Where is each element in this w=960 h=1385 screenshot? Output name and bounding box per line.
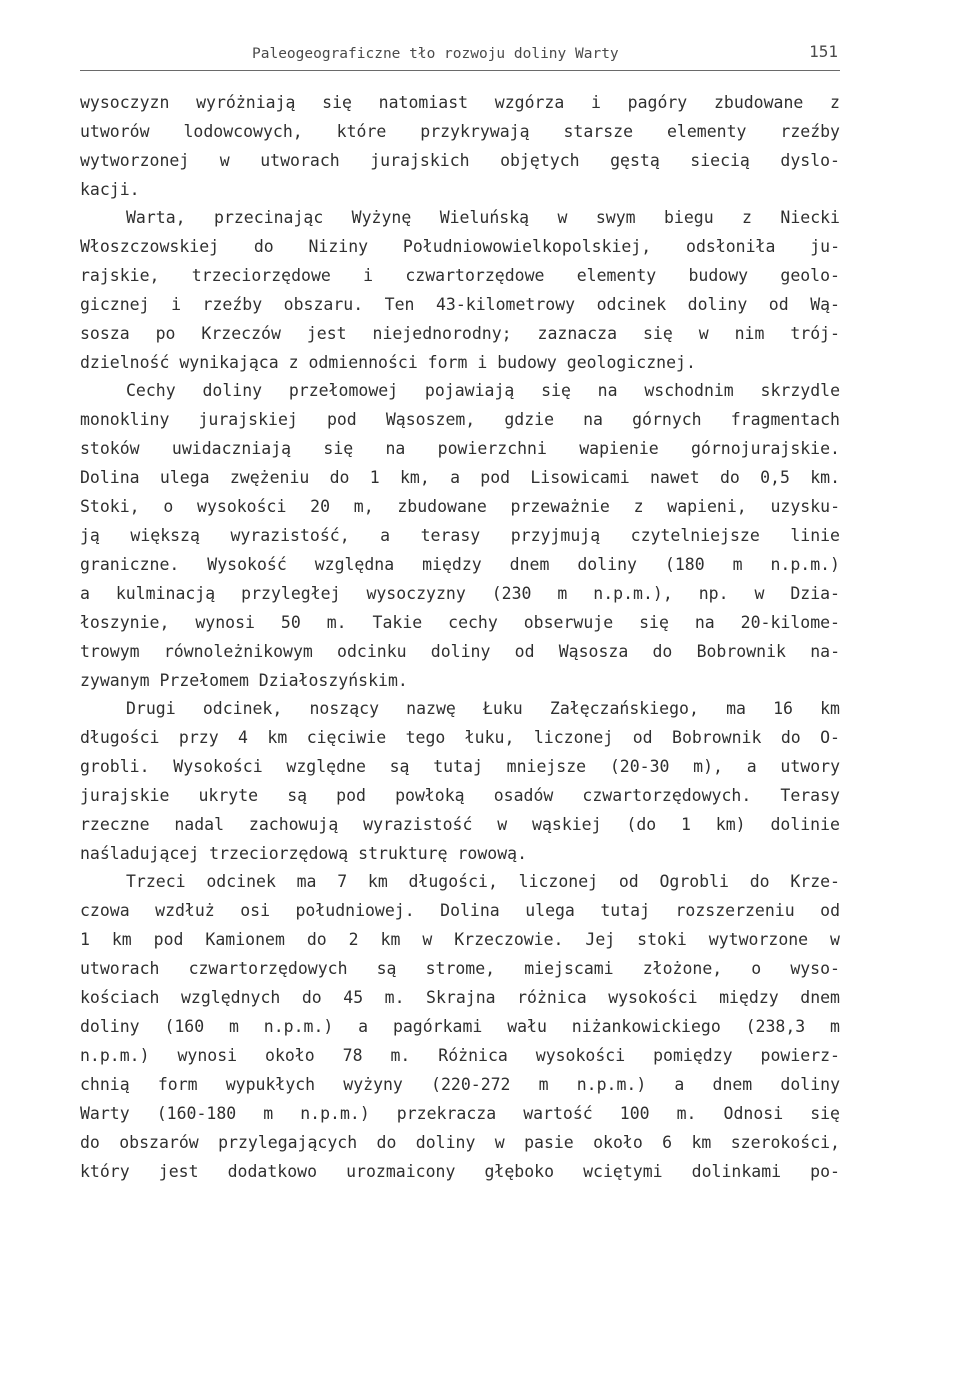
- text-line: utworach czwartorzędowych są strome, miejscami złożone, o wyso-: [80, 959, 840, 978]
- text-line: Włoszczowskiej do Niziny Południowowielkopolskiej, odsłoniła ju-: [80, 237, 840, 256]
- text-line: graniczne. Wysokość względna między dnem doliny (180 m n.p.m.): [80, 555, 840, 574]
- page-number: 151: [809, 42, 838, 61]
- text-line: n.p.m.) wynosi około 78 m. Różnica wysokości pomiędzy powierz-: [80, 1046, 840, 1065]
- text-line: gicznej i rzeźby obszaru. Ten 43-kilometrowy odcinek doliny od Wą-: [80, 295, 840, 314]
- text-line: wytworzonej w utworach jurajskich objętych gęstą siecią dyslo-: [80, 151, 840, 170]
- running-title: Paleogeograficzne tło rozwoju doliny Warty: [252, 46, 619, 62]
- text-line: dzielność wynikająca z odmienności form i budowy geologicznej.: [80, 353, 696, 372]
- text-line: łoszynie, wynosi 50 m. Takie cechy obserwuje się na 20-kilome-: [80, 613, 840, 632]
- text-line: który jest dodatkowo urozmaicony głęboko wciętymi dolinkami po-: [80, 1162, 840, 1181]
- text-line: chnią form wypukłych wyżyny (220-272 m n.p.m.) a dnem doliny: [80, 1075, 840, 1094]
- paragraph-first-line: Trzeci odcinek ma 7 km długości, liczonej od Ogrobli do Krze-: [126, 872, 840, 891]
- text-line: doliny (160 m n.p.m.) a pagórkami wału niżankowickiego (238,3 m: [80, 1017, 840, 1036]
- text-line: czowa wzdłuż osi południowej. Dolina ulega tutaj rozszerzeniu od: [80, 901, 840, 920]
- text-line: rajskie, trzeciorzędowe i czwartorzędowe elementy budowy geolo-: [80, 266, 840, 285]
- text-line: 1 km pod Kamionem do 2 km w Krzeczowie. Jej stoki wytworzone w: [80, 930, 840, 949]
- text-line: zywanym Przełomem Działoszyńskim.: [80, 671, 408, 690]
- paragraph-first-line: Warta, przecinając Wyżynę Wieluńską w swym biegu z Niecki: [126, 208, 840, 227]
- text-line: kacji.: [80, 180, 140, 199]
- text-line: utworów lodowcowych, które przykrywają starsze elementy rzeźby: [80, 122, 840, 141]
- text-line: długości przy 4 km cięciwie tego łuku, liczonej od Bobrownik do O-: [80, 728, 840, 747]
- text-line: a kulminacją przyległej wysoczyzny (230 m n.p.m.), np. w Dzia-: [80, 584, 840, 603]
- paragraph-first-line: Cechy doliny przełomowej pojawiają się na wschodnim skrzydle: [126, 381, 840, 400]
- text-line: trowym równoleżnikowym odcinku doliny od Wąsosza do Bobrownik na-: [80, 642, 840, 661]
- paragraph-first-line: Drugi odcinek, noszący nazwę Łuku Załęczańskiego, ma 16 km: [126, 699, 840, 718]
- text-line: grobli. Wysokości względne są tutaj mniejsze (20-30 m), a utwory: [80, 757, 840, 776]
- text-line: kościach względnych do 45 m. Skrajna różnica wysokości między dnem: [80, 988, 840, 1007]
- text-line: monokliny jurajskiej pod Wąsoszem, gdzie na górnych fragmentach: [80, 410, 840, 429]
- text-line: wysoczyzn wyróżniają się natomiast wzgórza i pagóry zbudowane z: [80, 93, 840, 112]
- text-line: Stoki, o wysokości 20 m, zbudowane przeważnie z wapieni, uzysku-: [80, 497, 840, 516]
- text-line: ją większą wyrazistość, a terasy przyjmują czytelniejsze linie: [80, 526, 840, 545]
- text-line: naśladującej trzeciorzędową strukturę rowową.: [80, 844, 528, 863]
- text-line: rzeczne nadal zachowują wyrazistość w wąskiej (do 1 km) dolinie: [80, 815, 840, 834]
- text-line: do obszarów przylegających do doliny w pasie około 6 km szerokości,: [80, 1133, 840, 1152]
- text-line: jurajskie ukryte są pod powłoką osadów czwartorzędowych. Terasy: [80, 786, 840, 805]
- text-line: stoków uwidaczniają się na powierzchni wapienie górnojurajskie.: [80, 439, 840, 458]
- text-line: Warty (160-180 m n.p.m.) przekracza wartość 100 m. Odnosi się: [80, 1104, 840, 1123]
- text-line: Dolina ulega zwężeniu do 1 km, a pod Lisowicami nawet do 0,5 km.: [80, 468, 840, 487]
- text-line: sosza po Krzeczów jest niejednorodny; zaznacza się w nim trój-: [80, 324, 840, 343]
- running-header: [80, 44, 840, 71]
